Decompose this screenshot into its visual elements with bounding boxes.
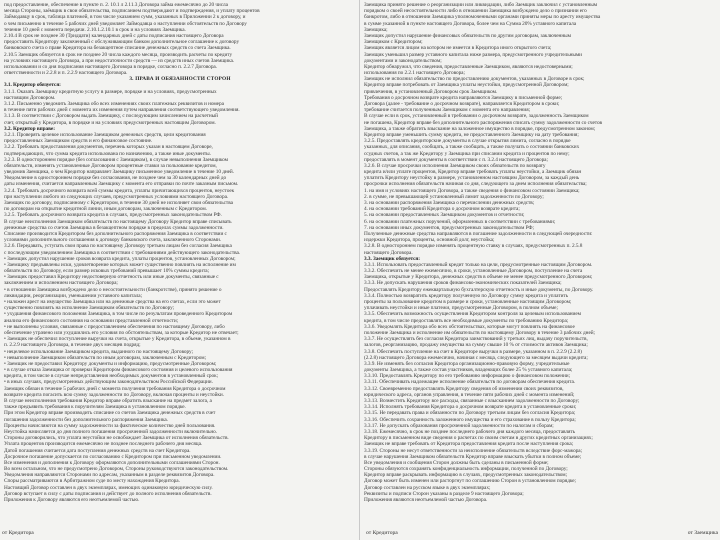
text-line: 3.2.6. Передавать, уступать свои права по настоящему Договору третьим лицам без согласия Заемщика (4, 243, 232, 250)
text-line: предоставить Кредитору заключенный с обслуживающим банком дополнительное соглашение к договору (4, 39, 240, 46)
text-line: положение Заемщика и исполнение им обязательств по настоящему Договору в течение 3 рабочих дней; (364, 329, 595, 336)
text-line: Списание производится Кредитором без дополнительного распоряжения Заемщика в соответствии с (4, 230, 227, 237)
text-line: Реквизиты и подписи Сторон указаны в разделе 9 настоящего Договора; (364, 490, 524, 497)
text-line: кредита, в том числе предоставлять все необходимые документы по требованию Кредитора; (364, 317, 569, 324)
text-line: Проценты начисляются на сумму задолженности за фактическое количество дней пользования. (4, 422, 216, 429)
text-line: В случае если в срок, установленный в требовании о досрочном возврате, задолженность Заемщиком (364, 113, 589, 120)
text-line: 3.3.17. Не допускать образования просроченной задолженности по налогам и сборам; (364, 422, 554, 429)
text-line: ссудных счетов, а так же Кредитору у Заемщика при списании кредита и процентов по нему; (364, 150, 570, 157)
text-line: 7. на основании иных документов, предусмотренных законодательством РФ; (364, 224, 534, 231)
text-line: • наложен арест на имущество Заемщика или на денежные средства на его счетах, если это может (4, 299, 221, 305)
text-line: • Заемщику предъявлены иски, удовлетворение которых может существенно повлиять на исполнение им (4, 261, 236, 268)
text-line: 3.3.18. Ежемесячно, в срок не позднее последнего рабочего дня каждого месяца, предоставлять (364, 428, 576, 435)
text-line: Договор составлен на русском языке в двух экземплярах; (364, 484, 491, 491)
text-line: счет, открытый у Кредитора, в порядке и на условиях предусмотренных настоящим Договором. (4, 119, 216, 126)
text-line: настоящим Договором. (4, 94, 56, 101)
text-line: В случае неисполнения требования Кредитор вправе обратить взыскание на предмет залога, а (4, 398, 212, 404)
text-line: Заемщика; (364, 26, 388, 33)
text-line: Кредитор вправе раскрывать информацию в случаях, предусмотренных законодательством; (364, 472, 568, 479)
text-line: Все уведомления и сообщения Сторон должны быть сделаны в письменной форме; (364, 459, 549, 466)
text-line: использования по 2.2.1 настоящего Договора; (364, 70, 465, 77)
text-line: 3.3.14. Исполнять требования Кредитора о досрочном возврате кредита в установленные сроки; (364, 404, 577, 411)
text-line: просрочки исполнения обязательств начиная со дня, следующего за днем исполнения обязательства; (364, 181, 587, 188)
text-line: • в отношении Заемщика возбуждено дело о несостоятельности (банкротстве), принято решение о (4, 286, 222, 293)
text-line: 3.3.13. Возместить Кредитору все расходы, связанные с взысканием задолженности по Договору; (364, 398, 580, 404)
text-line: 2.10.4 В срок не позднее 30 (Тридцати) календарных дней с даты подписания настоящего Договора (4, 32, 224, 39)
text-line: анализа его финансового состояния на основании представленной отчетности; (4, 317, 179, 324)
text-line: 3.2.1. Проверять целевое использование Заемщиком денежных средств, цели кредитования (4, 131, 206, 138)
text-line: Договор вступает в силу с даты подписания и действует до полного исполнения обязательств. (4, 490, 212, 497)
text-line: Заемщиком с Кредитором; (364, 39, 423, 46)
text-line: 3.3.19. Стороны не несут ответственности за неисполнение обязательств вследствие форс-мажора; (364, 447, 583, 454)
text-line: Приложения являются неотъемлемой частью Договора. (364, 497, 488, 503)
text-line: обязательств, изменять установленные Договором процентные ставки за пользование кредитом, (4, 162, 217, 169)
text-line: уведомив Заемщика, о чем Кредитор направляет Заемщику письменное уведомление в течение 10 дней. (4, 169, 234, 176)
section-heading: 3. ПРАВА И ОБЯЗАННОСТИ СТОРОН (129, 76, 231, 83)
text-line: 1. на имя и условиях настоящего Договора, а также сведения о финансовом состоянии Заемщика; (364, 187, 580, 194)
text-line: с последующим уведомлением Заемщика в соответствии с требованиями действующего законодательства. (4, 249, 241, 256)
text-line: 3.1.2. Письменно уведомить Заемщика обо всех изменениях своих платежных реквизитов и номера (4, 101, 224, 107)
text-line: Заемщик обязан в течение 5 рабочих дней с момента получения требования Кредитора о досрочном (4, 385, 226, 392)
text-line: Досрочное погашение допускается по согласованию с Кредитором при письменном уведомлении. (4, 453, 222, 460)
text-line: 3.3.16. Обеспечить сохранность заложенного имущества и его страхование в пользу Кредитора; (364, 416, 576, 423)
text-line: (2.2.8) настоящего Договора ежемесячно, начиная с месяца, следующего за месяцем выдачи кредита; (364, 354, 588, 361)
text-line: течение 10 дней с момента передачи. 2.10.1.2.10.1 в срок и на условиях Заемщика. (4, 26, 186, 33)
right-text-lines (364, 2, 716, 503)
text-line: 3.2.6. В случае просрочки исполнения Заемщиком своих обязательств по возврату (364, 162, 546, 169)
right-footer-signature-label: от Заемщика (687, 530, 718, 536)
left-column (4, 2, 356, 538)
text-line: документами и законодательством; (364, 57, 442, 64)
text-line: 3.3.8. Обеспечить поступление на счет в Кредиторе выручки в размере, указанном в п. 2.2.9 (2.2.8) (364, 348, 582, 355)
text-line: 3.3.2. Обеспечить не менее ежемесячно, в сроки, установленные Договором, поступление на счета (364, 268, 583, 275)
text-line: • Заемщик не обеспечил поступление выручки на счета, открытые у Кредитора, в объеме, указанном в (4, 336, 231, 343)
text-line: кредита, в том числе в случае непредставления необходимых документов в установленный срок; (4, 373, 219, 380)
text-line: залогов, реорганизацию, продажу имущества на сумму свыше 10 % от стоимости активов Заемщика; (364, 342, 588, 349)
text-line: Во всем остальном, что не предусмотрено Договором, Стороны руководствуются законодательством. (4, 466, 229, 473)
text-line: возврате кредита погасить всю сумму задолженности по Договору, включая проценты и неустойки. (4, 391, 224, 398)
subsection-heading: 3.2. Кредитор вправе: (4, 125, 55, 132)
text-line: 3.3.4. Полностью возвратить кредитору полученную по Договору сумму кредита и уплатить (364, 292, 569, 299)
text-line: 3.2.3. В одностороннем порядке (без согласования с Заемщиком), в случае невыполнения Заемщиком (4, 156, 228, 163)
text-line: условиями дополнительного соглашения к договору банковского счета, заключенного Сторонами. (4, 237, 222, 244)
left-text-lines (4, 2, 356, 503)
text-line: месяца Стороны, заёмщик в свои обязательства, подписанием подтверждают и подтверждения, и уплату процентов (4, 8, 260, 15)
text-line: 3.3.3. Не допускать нарушения сроков финансово-экономических показателей Заемщика; (364, 280, 562, 287)
text-line: 3.1.3. В соответствии с Договором выдать Заемщику, с последующим зачислением на расчетный (4, 113, 218, 120)
text-line: документы Заемщика, а также состав участников, владеющих более 25 % уставного капитала; (364, 367, 573, 374)
text-line: • Заемщик допустил нарушение сроков возврата кредита, уплаты процентов, установленных Договором; (4, 255, 236, 262)
text-line: Договор может быть изменен или расторгнут по соглашению Сторон в установленном порядке; (364, 478, 576, 485)
text-line: при наступлении любого из следующих случаев, предусмотренных условиями настоящего Договора. (4, 193, 229, 200)
text-line: • нецелевое использование Заемщиком кредита, выданного по настоящему Договору; (4, 348, 194, 355)
subsection-heading: 3.1. Кредитор обязуется: (4, 82, 61, 89)
text-line: 6. на основании платежных поручений, оформленных в соответствии с требованиями; (364, 218, 556, 225)
text-line: предоставлять в момент документы в соответствии с п. 3.2.4 настоящего Договора; (364, 156, 548, 163)
column-divider (359, 0, 360, 540)
text-line: кредита и/или уплате процентов, Кредитор вправе требовать уплаты неустойки, а Заемщик обязан (364, 169, 582, 176)
text-line: Заемщика, открытые у Кредитора, денежных средств в объеме не менее предусмотренного Договором; (364, 274, 593, 281)
text-line: требование считается полученным Заемщиком с момента его направления; (364, 107, 531, 114)
text-line: 3.3.11. Обеспечивать надлежащее исполнение обязательств по договорам обеспечения кредита. (364, 379, 576, 386)
text-line: 3.2.2. Требовать предоставления документов, перечень которых указан в настоящем Договоре, (4, 144, 213, 151)
text-line: порядком о своей несостоятельности либо в отношении Заемщика возбуждено дело о признании его (364, 8, 587, 15)
text-line: • невыполнение Заемщиком обязательств по иным договорам, заключенным с Кредитором; (4, 354, 207, 361)
left-footer-signature-label: от Кредитора (2, 530, 34, 536)
text-line: Кредитору в письменном виде сведения о расчетах по своим счетам в других кредитных организациях; (364, 435, 593, 442)
text-line: Требования о досрочном возврате кредита направляются Заемщику в письменной форме; (364, 94, 563, 101)
text-line: 3.3.12. Своевременно предоставлять Кредитору сведения об изменении своих реквизитов, (364, 385, 564, 392)
text-line: Датой погашения считается дата поступления денежных средств на счет Кредитора. (4, 447, 191, 454)
text-line: Заемщик не вправе требовать от Кредитора предоставления кредита после наступления срока; (364, 441, 574, 448)
text-line: Заемщика принято решение о реорганизации или ликвидации, либо Заемщик заключил с установленным (364, 2, 598, 8)
text-line: 3.2.4. Требовать досрочного возврата всей суммы кредита, уплаты причитающихся процентов, неустоек (4, 187, 235, 194)
subsection-heading: 3.3. Заемщик обязуется: (364, 255, 420, 262)
text-line: 3.3.9. Не изменять без согласия Кредитора организационно-правовую форму, учредительные (364, 360, 570, 367)
text-line: Приложения к Договору являются его неотъемлемой частью. (4, 497, 140, 503)
text-line: Стороны договорились, что уплата неустойки не освобождает Заемщика от исполнения обязательств. (4, 435, 229, 442)
text-line: 3.2.8. В одностороннем порядке изменять процентную ставку в случаях, предусмотренных п. 2.5.8 (364, 243, 583, 250)
text-line: • Заемщик не предоставил Кредитору документы и информацию, предусмотренные Договором; (4, 360, 217, 367)
text-line: 3.1.1. Оказать Заемщику кредитную услугу в размере, порядке и на условиях, предусмотренных (4, 88, 217, 95)
text-line: Все изменения и дополнения к Договору оформляются дополнительными соглашениями Сторон. (4, 459, 220, 466)
text-line: Уведомления направляются Сторонами по адресам, указанным в разделе реквизитов Договора. (4, 472, 215, 479)
text-line: Кредитор обнаружил, что сведения, предоставленные Заемщиком, являются недостоверными; (364, 63, 573, 70)
text-line: в течение пяти рабочих дней с момента их изменения путем направления соответствующего уведомления. (4, 107, 240, 114)
text-line: В случае неисполнения Заемщиком обязательств по настоящему Договору Кредитор вправе списывать (4, 218, 232, 225)
text-line: 3.3.10. Предоставлять Кредитору по его требованию информацию о финансовом положении; (364, 373, 571, 380)
text-line: • не выполнены условия, связанные с предоставлением обеспечения по настоящему Договору, либо (4, 323, 225, 330)
text-line: 3.3.6. Уведомлять Кредитора обо всех обстоятельствах, которые могут повлиять на финансовое (364, 323, 575, 330)
text-line: на условиях настоящего Договора, а при недостаточности средств — из средств иных счетов Заемщика. (4, 57, 235, 64)
text-line: даты изменения, считается направленным Заемщику с момента его отправки по почте заказным письмом. (4, 181, 239, 188)
text-line: также предъявить требования к поручителям Заемщика в установленном порядке. (4, 404, 186, 411)
text-line: денежные средства со счетов Заемщика в безакцептном порядке в пределах суммы задолженности. (4, 224, 224, 231)
text-line: банкротом, либо в отношении Заемщика уполномоченными органами приняты меры по аресту имущества (364, 14, 601, 21)
text-line: проценты за пользование кредитом в размере и сроки, установленные настоящим Договором; (364, 299, 572, 305)
text-line: 3.3.7. Не осуществлять без согласия Кредитора заимствований у третьих лиц, выдачу поручительств, (364, 336, 588, 343)
text-line: предоставленных Заемщиком средств и его финансовое состояние. (4, 138, 153, 145)
text-line: Заемщик не исполнил обязательство по предоставлению документов, указанных в Договоре в срок; (364, 76, 585, 83)
text-line: Договора (далее - требование о досрочном возврате), направляется Кредитором в сроки; (364, 101, 560, 107)
text-line: в сумме указанной в пункте настоящего Договора, более чем на Сумма 20% уставного капитала (364, 20, 577, 27)
text-line: о чем письменно в течение 5 рабочих дней уведомляет Займодавца о наступлении обстоятельств по Договору (4, 20, 247, 27)
right-column-footer-left-label: от Кредитора (366, 530, 398, 536)
text-line: настоящего Договора. (364, 249, 413, 256)
text-line: банковского счета о праве Кредитора на безакцептное списание денежных средств со счета Заемщика. (4, 45, 231, 52)
text-line: 4. на основании требований Кредитора о досрочном возврате кредита; (364, 206, 520, 213)
text-line: Кредитор вправе потребовать от Заемщика уплаты неустойки, предусмотренной Договором; (364, 82, 569, 89)
text-line: по договорам на открытие кредитной линии, иным договорам, заключенным с Кредитором. (4, 206, 207, 213)
text-line: под предоставление, обеспечение в пункте п. 2. 10.1 л 2.11.3 Договора займа ежемесячно до 20 числа (4, 2, 228, 8)
text-line: использовании и со дня подписания настоящего Договора в порядке, согласно п. 2.2.7 Договора. (4, 63, 218, 70)
text-line: 2. в сумме, не превышающей установленный лимит задолженности по Договору; (364, 193, 544, 200)
text-line: Настоящий Договор составлен в двух экземплярах, имеющих одинаковую юридическую силу. (4, 484, 213, 491)
text-line: Неустойка начисляется до дня полного погашения просроченной задолженности включительно. (4, 428, 218, 435)
text-line: 5. на основании предоставленных Заемщиком документов и отчетности; (364, 212, 525, 219)
text-line: 3.2.5. Предоставлять кредиторские документы в случае открытия лимита, согласно в порядке (364, 138, 571, 145)
text-line: Заемщик по договору, подписанному с Кредитором, в течение 30 дней не исполняет свои обязательства (4, 200, 233, 206)
text-line: указанных, для описания, сообщать, а также сообщать, а также получать о состоянии банковских (364, 144, 580, 151)
text-line: Заемщика, а также обратить взыскание на заложенное имущество в порядке, предусмотренном законом; (364, 125, 596, 132)
text-line: Займодавцу в срок, таблица платежей, в том числе указанием сумм, указанных в Приложении 2 к договору, и (4, 14, 246, 21)
text-line: издержки Кредитора, проценты, основной долг, неустойка; (364, 237, 495, 244)
text-line: ответственности и 2.2.8 и п. 2.2.9 настоящего Договора. (4, 70, 128, 77)
text-line: 3.3.15. Не передавать права и обязанности по Договору третьим лицам без согласия Кредитора; (364, 410, 576, 417)
text-line: привлечения, в установленный Договором срок Заемщиком. (364, 88, 498, 95)
text-line: уплатить Кредитору неустойку в размере, установленном настоящим Договором, за каждый день (364, 175, 580, 182)
text-line: погашения задолженности без дополнительного распоряжения Заемщика. (4, 416, 168, 423)
text-line: 2.10.5 Заемщик обязуется в срок не позднее 20 числа каждого месяца, производить расчеты по кредиту (4, 51, 233, 58)
text-line: Кредитор вправе уменьшить сумму кредита, не предоставленного Заемщику на дату требования; (364, 131, 579, 138)
text-line: заключением и исполнением настоящего Договора; (4, 280, 118, 287)
text-line: не погашена, Кредитор вправе без дополнительного распоряжения списать сумму задолженности со счетов (364, 119, 603, 126)
text-line: 3. на основании распоряжения Заемщика о перечислении денежных средств; (364, 200, 535, 206)
text-line: обеспечение утрачено или ухудшились его условия по обстоятельствам, за которые Кредитор не отвечает; (4, 329, 239, 336)
text-line: Заемщик уменьшил размер уставного капитала ниже размера, предусмотренного учредительными (364, 51, 582, 58)
text-line: Заемщик допустил нарушение финансовых обязательств по другим договорам, заключенным (364, 32, 571, 39)
text-line: 3.3.5. Обеспечить возможность осуществления Кредитором контроля за целевым использованием (364, 311, 581, 318)
text-line: Стороны обязуются сохранять конфиденциальность информации, полученной по Договору; (364, 466, 568, 473)
right-column (364, 2, 716, 538)
text-line: обязательств по Договору, если размер исковых требований превышает 10% суммы кредита; (4, 268, 209, 275)
text-line: При этом Кредитор вправе производить списание со счетов Заемщика денежных средств в счет (4, 410, 216, 417)
text-line: • Заемщик предоставил Кредитору недостоверную отчетность или иные документы, связанные с (4, 274, 219, 281)
text-line: уплачивать неустойки и иные платежи, предусмотренные Договором, в полном объеме; (364, 305, 558, 312)
text-line: • в иных случаях, предусмотренных действующим законодательством Российской Федерации. (4, 379, 213, 386)
text-line: подтверждающих, что сумма кредита использована по назначению, а также иные документы. (4, 150, 211, 157)
text-line: в случае нарушения Заемщиком обязательств Кредитор вправе взыскать убытки в полном объеме; (364, 453, 582, 460)
text-line: Споры рассматриваются в Арбитражном суде по месту нахождения Кредитора. (4, 478, 180, 485)
text-line: Полученные денежные средства направляются в погашение задолженности в следующей очередности: (364, 230, 593, 237)
text-line: Уведомление в одностороннем порядке без согласования, не позднее чем за 30 календарных дней до (4, 175, 227, 182)
text-line: 3.3.1. Использовать предоставленный кредит только на цели, предусмотренные настоящим Договором. (364, 261, 593, 268)
text-line: юридического адреса, органов управления, в течение пяти рабочих дней с момента изменений; (364, 391, 575, 398)
text-line: 3.2.5. Требовать досрочного возврата кредита в случаях, предусмотренных законодательством РФ. (4, 212, 222, 219)
text-line: Заемщик является лицом на котором не имеется в Кредитора иного открытого счета; (364, 45, 552, 52)
text-line: Уплата процентов производится ежемесячно не позднее последнего рабочего дня месяца. (4, 441, 203, 448)
text-line: Предоставлять Кредитору ежеквартальную бухгалтерскую отчетность и иные документы, по Договору. (364, 286, 594, 293)
text-line: • в случае отказа Заемщика от проверки Кредитором финансового состояния и целевого использования (4, 367, 233, 374)
text-line: • ухудшения финансового положения Заемщика, в том числе по результатам проведенного Кредитором (4, 311, 233, 318)
text-line: п. 2.2.9 настоящего Договора, в течение двух месяцев подряд; (4, 342, 141, 349)
text-line: ликвидации, реорганизации, уменьшении уставного капитала; (4, 292, 143, 299)
text-line: существенно повлиять на исполнение Заемщиком обязательств по Договору; (4, 305, 175, 312)
